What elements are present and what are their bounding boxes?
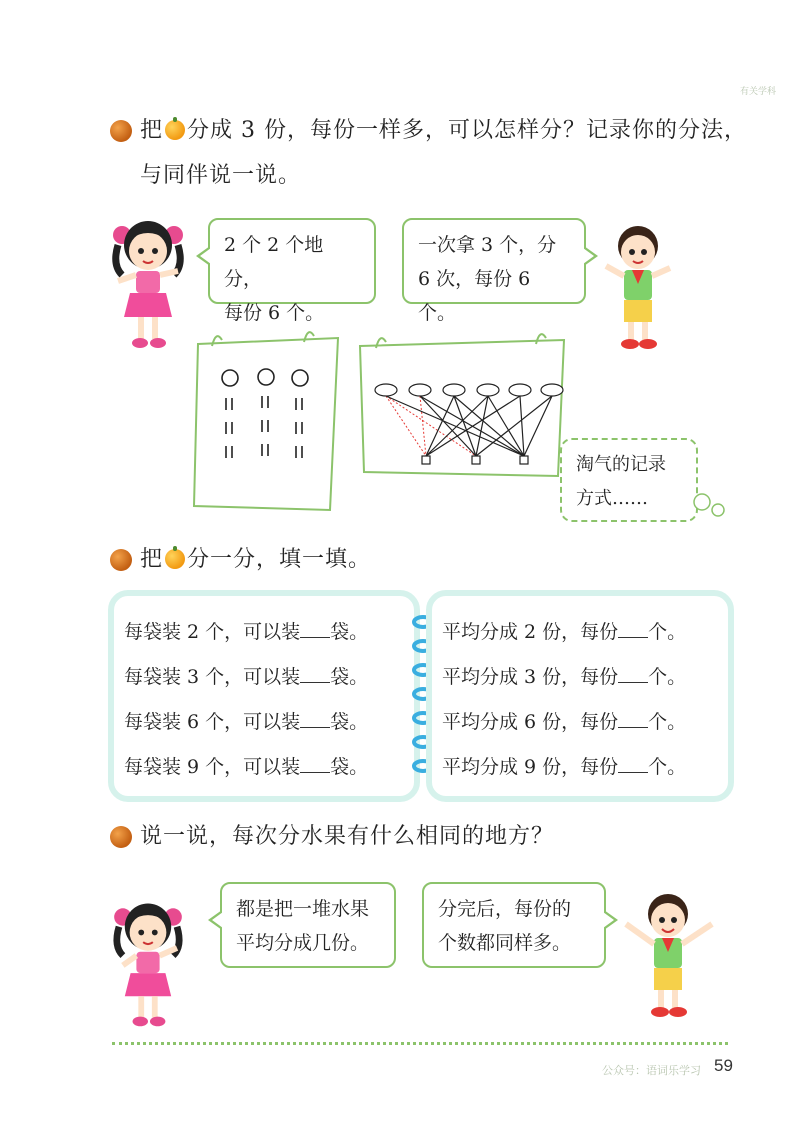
fill-row (442, 655, 718, 700)
orange-icon (165, 120, 185, 140)
thought-dots-icon (688, 490, 728, 518)
speech-line: 6 次，每份 6 个。 (418, 268, 531, 324)
answer-blank[interactable] (300, 711, 330, 728)
section1-heading-line2: 与同伴说一说。 (140, 163, 302, 188)
boy-illustration (598, 212, 678, 357)
row-text: 每袋装 6 个，可以装 (124, 711, 301, 733)
row-text: 每袋装 3 个，可以装 (124, 666, 301, 688)
bullet-icon (110, 826, 132, 848)
thought-bubble (560, 438, 698, 522)
speech-line: 个数都同样多。 (438, 932, 572, 954)
fill-row (442, 700, 718, 745)
row-text: 每袋装 9 个，可以装 (124, 756, 301, 778)
row-text: 袋。 (330, 666, 369, 688)
row-text: 袋。 (330, 621, 369, 643)
speech-line: 一次拿 3 个，分 (418, 234, 557, 256)
answer-blank[interactable] (618, 756, 648, 773)
answer-blank[interactable] (300, 621, 330, 638)
fill-panel-right (426, 590, 734, 802)
row-text: 平均分成 6 份，每份 (442, 711, 619, 733)
speech-line: 2 个 2 个地分， (224, 234, 324, 290)
tally-record-note (192, 330, 342, 516)
girl-speech-bubble (208, 218, 376, 324)
row-text: 平均分成 3 份，每份 (442, 666, 619, 688)
heading-text: 分成 3 份，每份一样多，可以怎样分？记录你的分法， (187, 118, 748, 143)
row-text: 个。 (648, 711, 687, 733)
fill-row (124, 655, 404, 700)
speech-line: 平均分成几份。 (236, 932, 370, 954)
row-text: 每袋装 2 个，可以装 (124, 621, 301, 643)
row-text: 平均分成 9 份，每份 (442, 756, 619, 778)
heading-text: 分一分，填一填。 (187, 547, 372, 572)
girl-illustration (108, 888, 188, 1033)
girl-illustration (108, 205, 188, 355)
boy-speech-bubble (402, 218, 586, 324)
answer-blank[interactable] (618, 711, 648, 728)
page-number: 59 (714, 1056, 733, 1075)
footer-divider (112, 1042, 728, 1045)
answer-blank[interactable] (300, 756, 330, 773)
row-text: 个。 (648, 621, 687, 643)
watermark: 公众号：语词乐学习 (602, 1064, 701, 1077)
speech-line: 都是把一堆水果 (236, 898, 370, 920)
boy-illustration (618, 880, 718, 1025)
speech-line: 分完后，每份的 (438, 898, 572, 920)
answer-blank[interactable] (618, 666, 648, 683)
row-text: 个。 (648, 666, 687, 688)
row-text: 袋。 (330, 756, 369, 778)
orange-icon (165, 549, 185, 569)
corner-mark: 有关学科 (739, 87, 776, 97)
section1-heading (140, 115, 780, 147)
boy-speech-bubble (422, 882, 606, 968)
thought-line: 方式…… (576, 488, 648, 509)
bullet-icon (110, 120, 132, 142)
fill-row (124, 700, 404, 745)
answer-blank[interactable] (618, 621, 648, 638)
section2-heading (140, 544, 371, 576)
fill-panel-left (108, 590, 420, 802)
fill-row (442, 610, 718, 655)
fill-row (442, 745, 718, 790)
heading-text: 把 (140, 547, 164, 572)
answer-blank[interactable] (300, 666, 330, 683)
girl-speech-bubble (220, 882, 396, 968)
row-text: 平均分成 2 份，每份 (442, 621, 619, 643)
fill-row (124, 610, 404, 655)
heading-text: 把 (140, 118, 164, 143)
row-text: 袋。 (330, 711, 369, 733)
bullet-icon (110, 549, 132, 571)
speech-line: 每份 6 个。 (224, 302, 325, 324)
row-text: 个。 (648, 756, 687, 778)
thought-line: 淘气的记录 (576, 454, 666, 475)
line-record-note (358, 332, 568, 480)
fill-row (124, 745, 404, 790)
section3-heading: 说一说，每次分水果有什么相同的地方？ (140, 824, 555, 849)
